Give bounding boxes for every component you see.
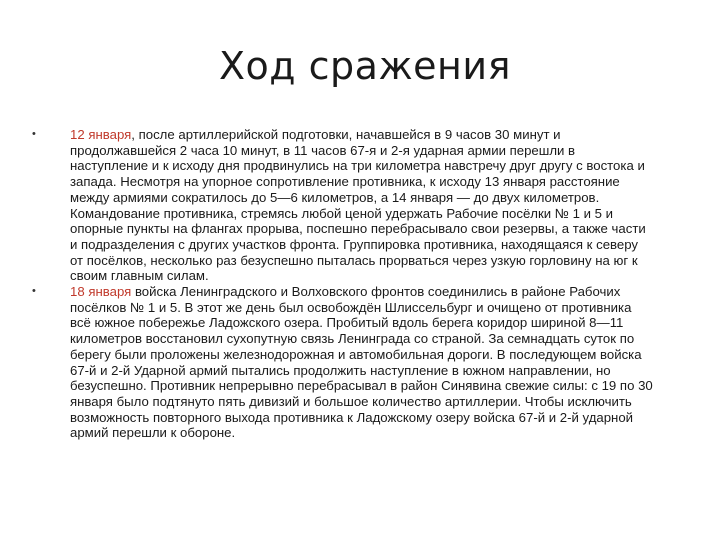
list-item	[30, 284, 654, 441]
bullet-list	[30, 127, 654, 441]
item-date: 18 января	[70, 284, 132, 300]
item-text: , после артиллерийской подготовки, начавшейся в 9 часов 30 минут и продолжавшейся 2 часа 10 минут, в 11 часов 67-я и 2-я ударная армии перешли в наступление и к исходу дня продвинулись на три километра навстречу друг другу с востока и запада. Несмотря на упорное сопротивление противника, к исходу 13 января расстояние между армиями сократилось до 5—6 километров, а 14 января — до двух километров. Командование противника, стремясь любой ценой удержать Рабочие посёлки № 1 и 5 и опорные пункты на флангах прорыва, поспешно перебрасывало свои резервы, а также части и подразделения с других участков фронта. Группировка противника, находящаяся к северу от посёлков, несколько раз безуспешно пыталась прорваться через узкую горловину на юг к своим главным силам.	[70, 127, 646, 284]
slide-title: Ход сражения	[219, 44, 511, 88]
list-item	[30, 127, 654, 284]
bullet-icon: •	[32, 285, 36, 298]
bullet-icon: •	[32, 128, 36, 140]
item-date: 12 января	[70, 127, 132, 142]
item-text: войска Ленинградского и Волховского фронтов соединились в районе Рабочих посёлков № 1 и 5. В этот же день был освобождён Шлиссельбург и очищено от противника всё южное побережье Ладожского озера. Пробитый вдоль берега коридор шириной 8—11 километров восстановил сухопутную связь Ленинграда со страной. За семнадцать суток по берегу были проложены железнодорожная и автомобильная дороги. В последующем войска 67-й и 2-й Ударной армий пытались продолжить наступление в южном направлении, но безуспешно. Противник непрерывно перебрасывал в район Синявина свежие силы: с 19 по 30 января было подтянуто пять дивизий и большое количество артиллерии. Чтобы исключить возможность повторного выхода противника к Ладожскому озеру войска 67-й и 2-й ударной армий перешли к обороне.	[70, 284, 653, 441]
